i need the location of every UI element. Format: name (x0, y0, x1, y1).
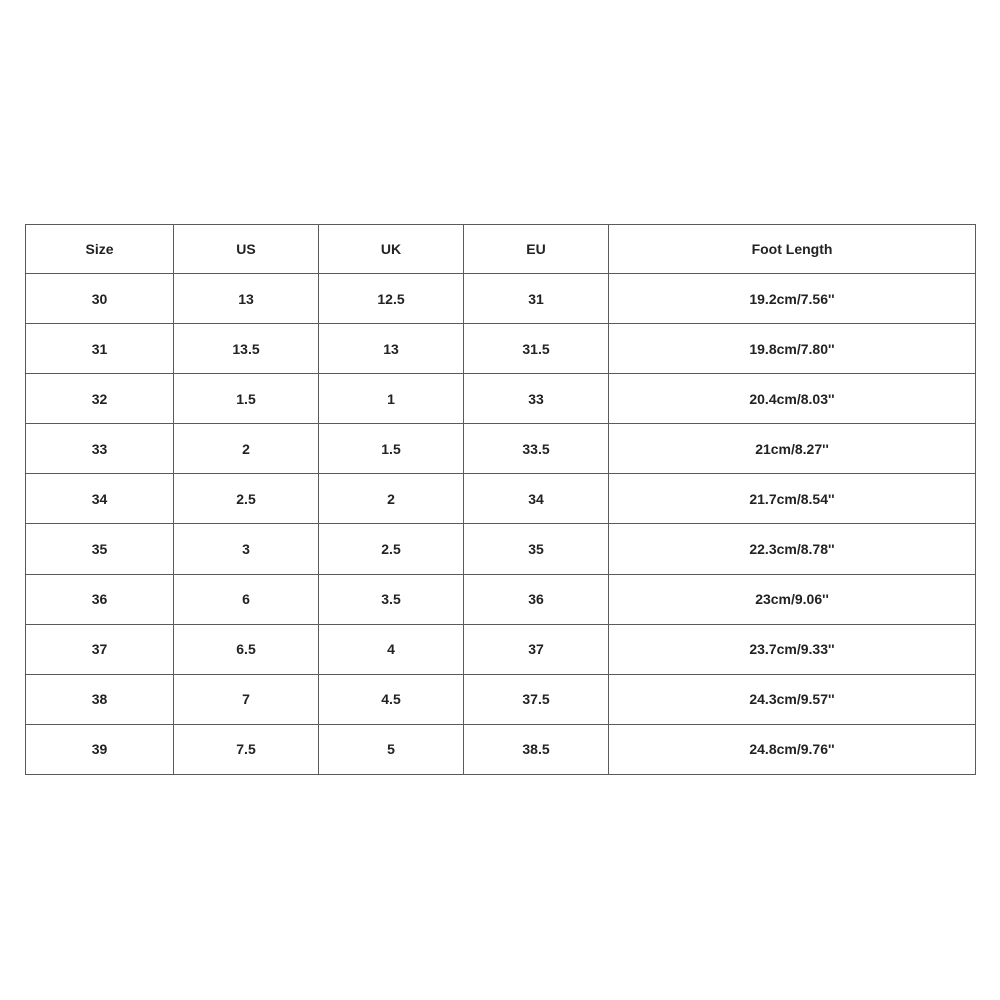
cell-uk: 13 (319, 324, 464, 374)
cell-foot-length: 24.3cm/9.57'' (609, 674, 976, 724)
cell-eu: 31.5 (464, 324, 609, 374)
cell-size: 33 (26, 424, 174, 474)
cell-foot-length: 23.7cm/9.33'' (609, 624, 976, 674)
cell-eu: 33.5 (464, 424, 609, 474)
cell-us: 7.5 (174, 724, 319, 774)
cell-us: 7 (174, 674, 319, 724)
table-row (26, 624, 976, 674)
cell-uk: 3.5 (319, 574, 464, 624)
cell-foot-length: 19.2cm/7.56'' (609, 274, 976, 324)
cell-size: 30 (26, 274, 174, 324)
cell-uk: 4.5 (319, 674, 464, 724)
cell-eu: 38.5 (464, 724, 609, 774)
cell-uk: 1.5 (319, 424, 464, 474)
cell-foot-length: 22.3cm/8.78'' (609, 524, 976, 574)
cell-uk: 5 (319, 724, 464, 774)
header-size: Size (26, 225, 174, 274)
size-chart-table (25, 224, 976, 775)
table-body (26, 274, 976, 775)
cell-us: 6 (174, 574, 319, 624)
cell-uk: 4 (319, 624, 464, 674)
table-row (26, 374, 976, 424)
cell-size: 39 (26, 724, 174, 774)
cell-us: 13.5 (174, 324, 319, 374)
cell-us: 2 (174, 424, 319, 474)
cell-foot-length: 19.8cm/7.80'' (609, 324, 976, 374)
cell-foot-length: 20.4cm/8.03'' (609, 374, 976, 424)
cell-eu: 33 (464, 374, 609, 424)
cell-eu: 35 (464, 524, 609, 574)
table-row (26, 274, 976, 324)
cell-foot-length: 24.8cm/9.76'' (609, 724, 976, 774)
cell-uk: 2.5 (319, 524, 464, 574)
cell-us: 2.5 (174, 474, 319, 524)
table-row (26, 474, 976, 524)
cell-size: 31 (26, 324, 174, 374)
cell-eu: 37 (464, 624, 609, 674)
cell-size: 34 (26, 474, 174, 524)
table-header (26, 225, 976, 274)
table-row (26, 324, 976, 374)
cell-us: 6.5 (174, 624, 319, 674)
header-foot-length: Foot Length (609, 225, 976, 274)
cell-foot-length: 21cm/8.27'' (609, 424, 976, 474)
cell-eu: 36 (464, 574, 609, 624)
table-row (26, 574, 976, 624)
cell-eu: 34 (464, 474, 609, 524)
cell-eu: 37.5 (464, 674, 609, 724)
table-row (26, 724, 976, 774)
cell-eu: 31 (464, 274, 609, 324)
table-row (26, 524, 976, 574)
cell-us: 3 (174, 524, 319, 574)
cell-size: 35 (26, 524, 174, 574)
cell-us: 13 (174, 274, 319, 324)
header-uk: UK (319, 225, 464, 274)
cell-uk: 2 (319, 474, 464, 524)
cell-foot-length: 21.7cm/8.54'' (609, 474, 976, 524)
cell-foot-length: 23cm/9.06'' (609, 574, 976, 624)
cell-us: 1.5 (174, 374, 319, 424)
cell-size: 36 (26, 574, 174, 624)
table-row (26, 674, 976, 724)
header-eu: EU (464, 225, 609, 274)
header-row (26, 225, 976, 274)
cell-size: 32 (26, 374, 174, 424)
cell-size: 38 (26, 674, 174, 724)
table-row (26, 424, 976, 474)
cell-uk: 1 (319, 374, 464, 424)
cell-uk: 12.5 (319, 274, 464, 324)
cell-size: 37 (26, 624, 174, 674)
header-us: US (174, 225, 319, 274)
